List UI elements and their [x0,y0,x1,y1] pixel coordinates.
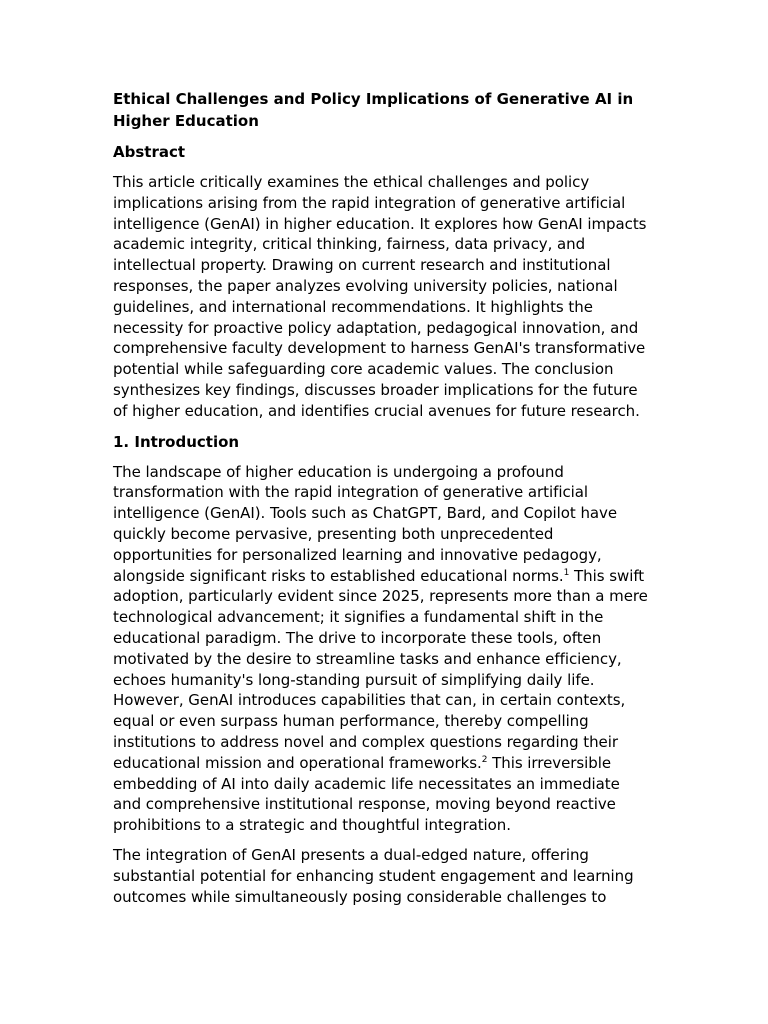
text-line: equal or even surpass human performance, thereby compelling [113,712,589,731]
text-line: The integration of GenAI presents a dual-edged nature, offering [113,845,589,864]
text-line: transformation with the rapid integration of generative artificial [113,483,589,502]
text-line: prohibitions to a strategic and thoughtful integration. [113,816,511,835]
text-line: However, GenAI introduces capabilities that can, in certain contexts, [113,691,626,710]
introduction-paragraph-1 [113,462,658,836]
text-line: institutions to address novel and complex questions regarding their [113,732,618,751]
text-line: intelligence (GenAI) in higher education. It explores how GenAI impacts [113,214,647,233]
abstract-paragraph [113,172,658,422]
introduction-heading: 1. Introduction [113,432,240,451]
text-line: implications arising from the rapid integration of generative artificial [113,193,626,212]
text-line: educational paradigm. The drive to incorporate these tools, often [113,628,602,647]
text-line: synthesizes key findings, discusses broader implications for the future [113,380,638,399]
text-line: The landscape of higher education is undergoing a profound [113,462,564,481]
title-line: Higher Education [113,112,259,130]
text-line: of higher education, and identifies crucial avenues for future research. [113,401,640,420]
abstract-heading: Abstract [113,143,186,161]
text-line: responses, the paper analyzes evolving university policies, national [113,276,618,295]
document-page [113,88,658,916]
text-line: This article critically examines the ethical challenges and policy [113,173,590,191]
footnote-ref[interactable]: 2 [481,754,488,765]
text-line: adoption, particularly evident since 2025, represents more than a mere [113,587,648,606]
text-line: motivated by the desire to streamline tasks and enhance efficiency, [113,649,622,668]
title-line: Ethical Challenges and Policy Implications of Generative AI in [113,90,634,108]
introduction-paragraph-2 [113,845,658,907]
text-line: and comprehensive institutional response, moving beyond reactive [113,795,616,814]
text-line: intellectual property. Drawing on current research and institutional [113,256,611,275]
document-title [113,88,658,132]
footnote-ref[interactable]: 1 [563,567,570,578]
text-line: outcomes while simultaneously posing considerable challenges to [113,887,607,906]
text-line: potential while safeguarding core academic values. The conclusion [113,360,614,379]
text-line: substantial potential for enhancing student engagement and learning [113,866,634,885]
text-line: guidelines, and international recommendations. It highlights the [113,297,593,316]
text-line: opportunities for personalized learning and innovative pedagogy, [113,545,602,564]
text-segment: This irreversible [487,753,612,772]
text-line: technological advancement; it signifies a fundamental shift in the [113,608,604,627]
text-segment: This swift [569,566,645,585]
text-line: echoes humanity's long-standing pursuit of simplifying daily life. [113,670,595,689]
text-line: quickly become pervasive, presenting both unprecedented [113,524,554,543]
text-line: academic integrity, critical thinking, fairness, data privacy, and [113,235,586,254]
text-line [113,753,658,774]
text-line: intelligence (GenAI). Tools such as ChatGPT, Bard, and Copilot have [113,504,618,523]
text-segment: educational mission and operational frameworks. [113,753,482,772]
text-line [113,566,658,587]
text-line: embedding of AI into daily academic life necessitates an immediate [113,774,620,793]
text-line: necessity for proactive policy adaptation, pedagogical innovation, and [113,318,639,337]
text-line: comprehensive faculty development to harness GenAI's transformative [113,339,646,358]
text-segment: alongside significant risks to established educational norms. [113,566,564,585]
